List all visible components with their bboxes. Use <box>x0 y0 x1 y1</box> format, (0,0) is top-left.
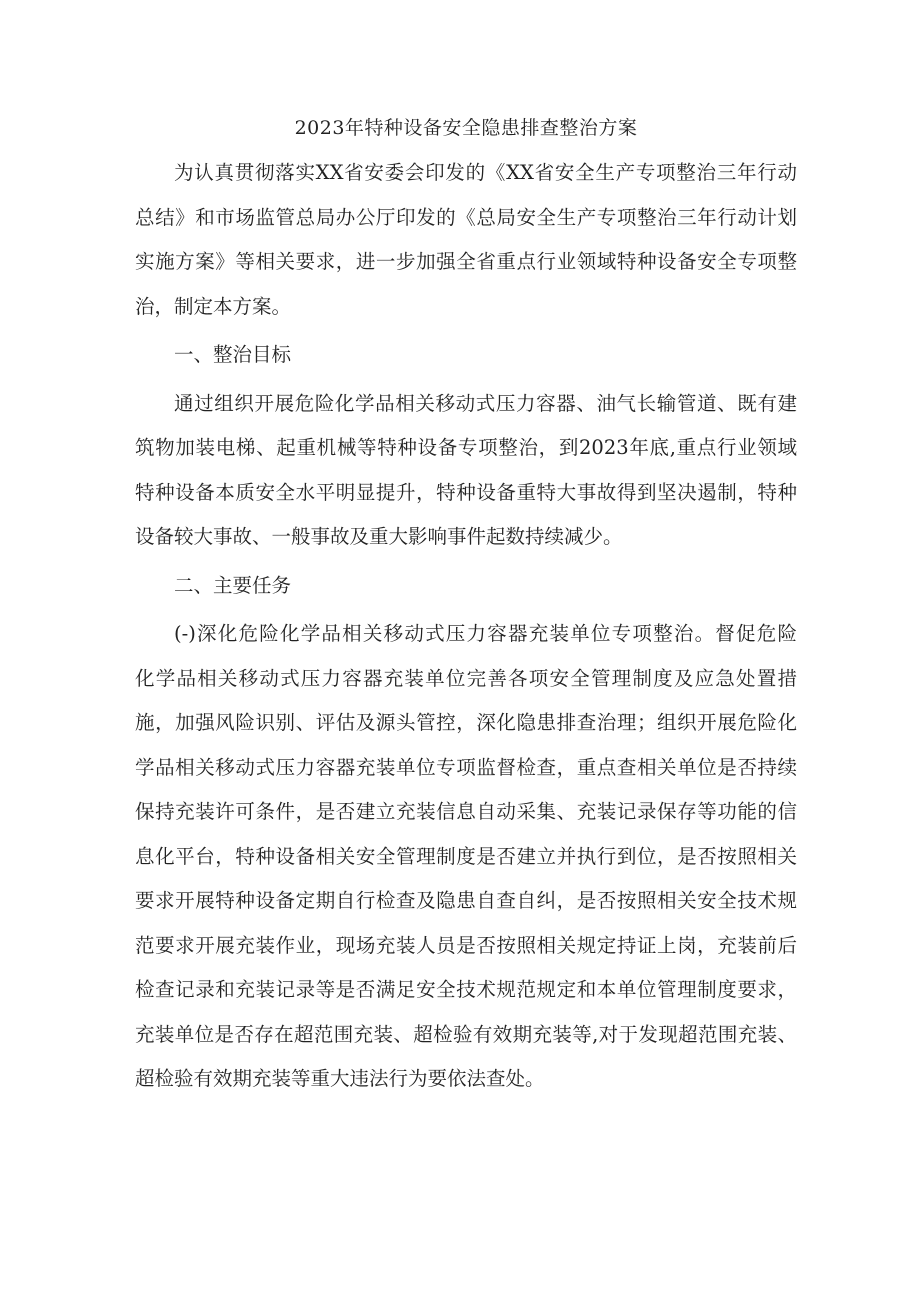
text-line: 实施方案》等相关要求，进一步加强全省重点行业领域特种设备安全专项整 <box>135 250 797 273</box>
text-line: 特种设备本质安全水平明显提升，特种设备重特大事故得到坚决遏制，特种 <box>135 480 797 504</box>
tasks-paragraph <box>135 612 797 1102</box>
text-line: 超检验有效期充装等重大违法行为要依法查处。 <box>135 1067 545 1090</box>
text-line: 要求开展特种设备定期自行检查及隐患自查自纠，是否按照相关安全技术规 <box>135 889 797 912</box>
section-heading-tasks: 二、主要任务 <box>174 573 292 597</box>
text-line: 设备较大事故、一般事故及重大影响事件起数持续减少。 <box>135 525 623 548</box>
text-line: 学品相关移动式压力容器充装单位专项监督检查，重点查相关单位是否持续 <box>135 755 797 779</box>
text-line: 保持充装许可条件，是否建立充装信息自动采集、充装记录保存等功能的信 <box>135 800 797 823</box>
text-line: 通过组织开展危险化学品相关移动式压力容器、油气长输管道、既有建 <box>174 391 797 415</box>
text-line: 化学品相关移动式压力容器充装单位完善各项安全管理制度及应急处置措 <box>135 666 797 690</box>
text-line: 检查记录和充装记录等是否满足安全技术规范规定和本单位管理制度要求， <box>135 978 797 1001</box>
section-heading-goals: 一、整治目标 <box>174 343 292 366</box>
document-title: 2023年特种设备安全隐患排查整治方案 <box>294 117 638 139</box>
text-line: 治，制定本方案。 <box>135 294 292 318</box>
text-line: 筑物加装电梯、起重机械等特种设备专项整治，到2023年底,重点行业领域 <box>135 436 797 459</box>
text-line: (-)深化危险化学品相关移动式压力容器充装单位专项整治。督促危险 <box>174 622 797 645</box>
text-line: 息化平台，特种设备相关安全管理制度是否建立并执行到位，是否按照相关 <box>135 844 797 868</box>
text-line: 范要求开展充装作业，现场充装人员是否按照相关规定持证上岗，充装前后 <box>135 933 797 957</box>
goals-paragraph <box>135 382 797 560</box>
text-line: 为认真贯彻落实XX省安委会印发的《XX省安全生产专项整治三年行动 <box>174 161 797 184</box>
text-line: 充装单位是否存在超范围充装、超检验有效期充装等,对于发现超范围充装、 <box>135 1022 797 1046</box>
text-line: 施，加强风险识别、评估及源头管控，深化隐患排查治理；组织开展危险化 <box>135 711 797 734</box>
document-page <box>135 113 797 1102</box>
intro-paragraph <box>135 151 797 329</box>
text-line: 总结》和市场监管总局办公厅印发的《总局安全生产专项整治三年行动计划 <box>135 205 797 229</box>
